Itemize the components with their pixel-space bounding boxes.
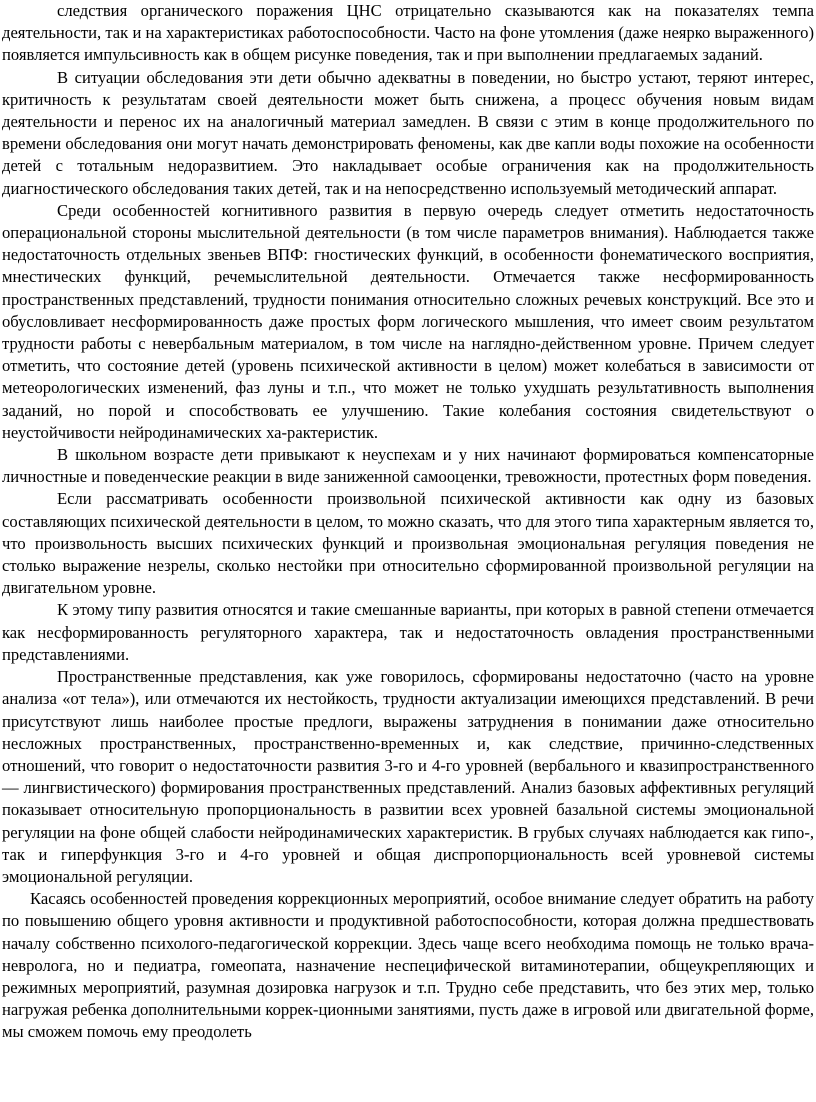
paragraph-6: К этому типу развития относятся и такие смешанные варианты, при которых в равной степени отмечается как несформированность регуляторного характера, так и недостаточность овладения пространственными представлениями. [2,600,814,664]
paragraph-1: следствия органического поражения ЦНС отрицательно сказываются как на показателях темпа деятельности, так и на характеристиках работоспособности. Часто на фоне утомления (даже неярко выраженного) появляется импульсивность как в общем рисунке поведения, так и при выполнении предлагаемых заданий. [2,1,814,65]
paragraph-5: Если рассматривать особенности произвольной психической активности как одну из базовых составляющих психической деятельности в целом, то можно сказать, что для этого типа характерным является то, что произвольность высших психических функций и произвольная эмоциональная регуляция поведения не столько выражение незрелы, сколько нестойки при относительно сформированной произвольной регуляции на двигательном уровне. [2,489,814,598]
paragraph-2: В ситуации обследования эти дети обычно адекватны в поведении, но быстро устают, теряют интерес, критичность к результатам своей деятельности может быть снижена, а процесс обучения новым видам деятельности и перенос их на аналогичный материал замедлен. В связи с этим в конце продолжительного по времени обследования они могут начать демонстрировать феномены, как две капли воды похожие на особенности детей с тотальным недоразвитием. Это накладывает особые ограничения как на продолжительность диагностического обследования таких детей, так и на непосредственно используемый методический аппарат. [2,67,814,198]
paragraph-8: Касаясь особенностей проведения коррекционных мероприятий, особое внимание следует обратить на работу по повышению общего уровня активности и продуктивной работоспособности, которая должна предшествовать началу собственно психолого-педагогической коррекции. Здесь чаще всего необходима помощь не только врача-невролога, но и педиатра, гомеопата, назначение неспецифической витаминотерапии, общеукрепляющих и режимных мероприятий, разумная дозировка нагрузок и т.п. Трудно себе представить, что без этих мер, только нагружая ребенка дополнительными коррек-ционными занятиями, пусть даже в игровой или двигательной форме, мы сможем помочь ему преодолеть [2,889,814,1042]
paragraph-3: Среди особенностей когнитивного развития в первую очередь следует отметить недостаточность операциональной стороны мыслительной деятельности (в том числе параметров внимания). Наблюдается также недостаточность отдельных звеньев ВПФ: гностических функций, в особенности фонематического восприятия, мнестических функций, речемыслительной деятельности. Отмечается также несформированность пространственных представлений, трудности понимания относительно сложных речевых конструкций. Все это и обусловливает несформированность даже простых форм логического мышления, что имеет своим результатом трудности работы с невербальным материалом, в том числе на наглядно-действенном уровне. Причем следует отметить, что состояние детей (уровень психической активности в целом) может колебаться в зависимости от метеорологических изменений, фаз луны и т.п., что может не только ухудшать результативность выполнения заданий, но порой и способствовать ее улучшению. Такие колебания состояния свидетельствуют о неустойчивости нейродинамических ха-рактеристик. [2,200,814,442]
paragraph-4: В школьном возрасте дети привыкают к неуспехам и у них начинают формироваться компенсаторные личностные и поведенческие реакции в виде заниженной самооценки, тревожности, протестных форм поведения. [2,445,814,487]
paragraph-7: Пространственные представления, как уже говорилось, сформированы недостаточно (часто на уровне анализа «от тела»), или отмечаются их нестойкость, трудности актуализации имеющихся представлений. В речи присутствуют лишь наиболее простые предлоги, выражены затруднения в понимании даже относительно несложных пространственных, пространственно-временных и, как следствие, причинно-следственных отношений, что говорит о недостаточности развития 3-го и 4-го уровней (вербального и квазипространственного — лингвистического) формирования пространственных представлений. Анализ базовых аффективных регуляций показывает относительную пропорциональность в развитии всех уровней базальной системы эмоциональной регуляции на фоне общей слабости нейродинамических характеристик. В грубых случаях наблюдается как гипо-, так и гиперфункция 3-го и 4-го уровней и общая диспропорциональность всей уровневой системы эмоциональной регуляции. [2,667,814,886]
